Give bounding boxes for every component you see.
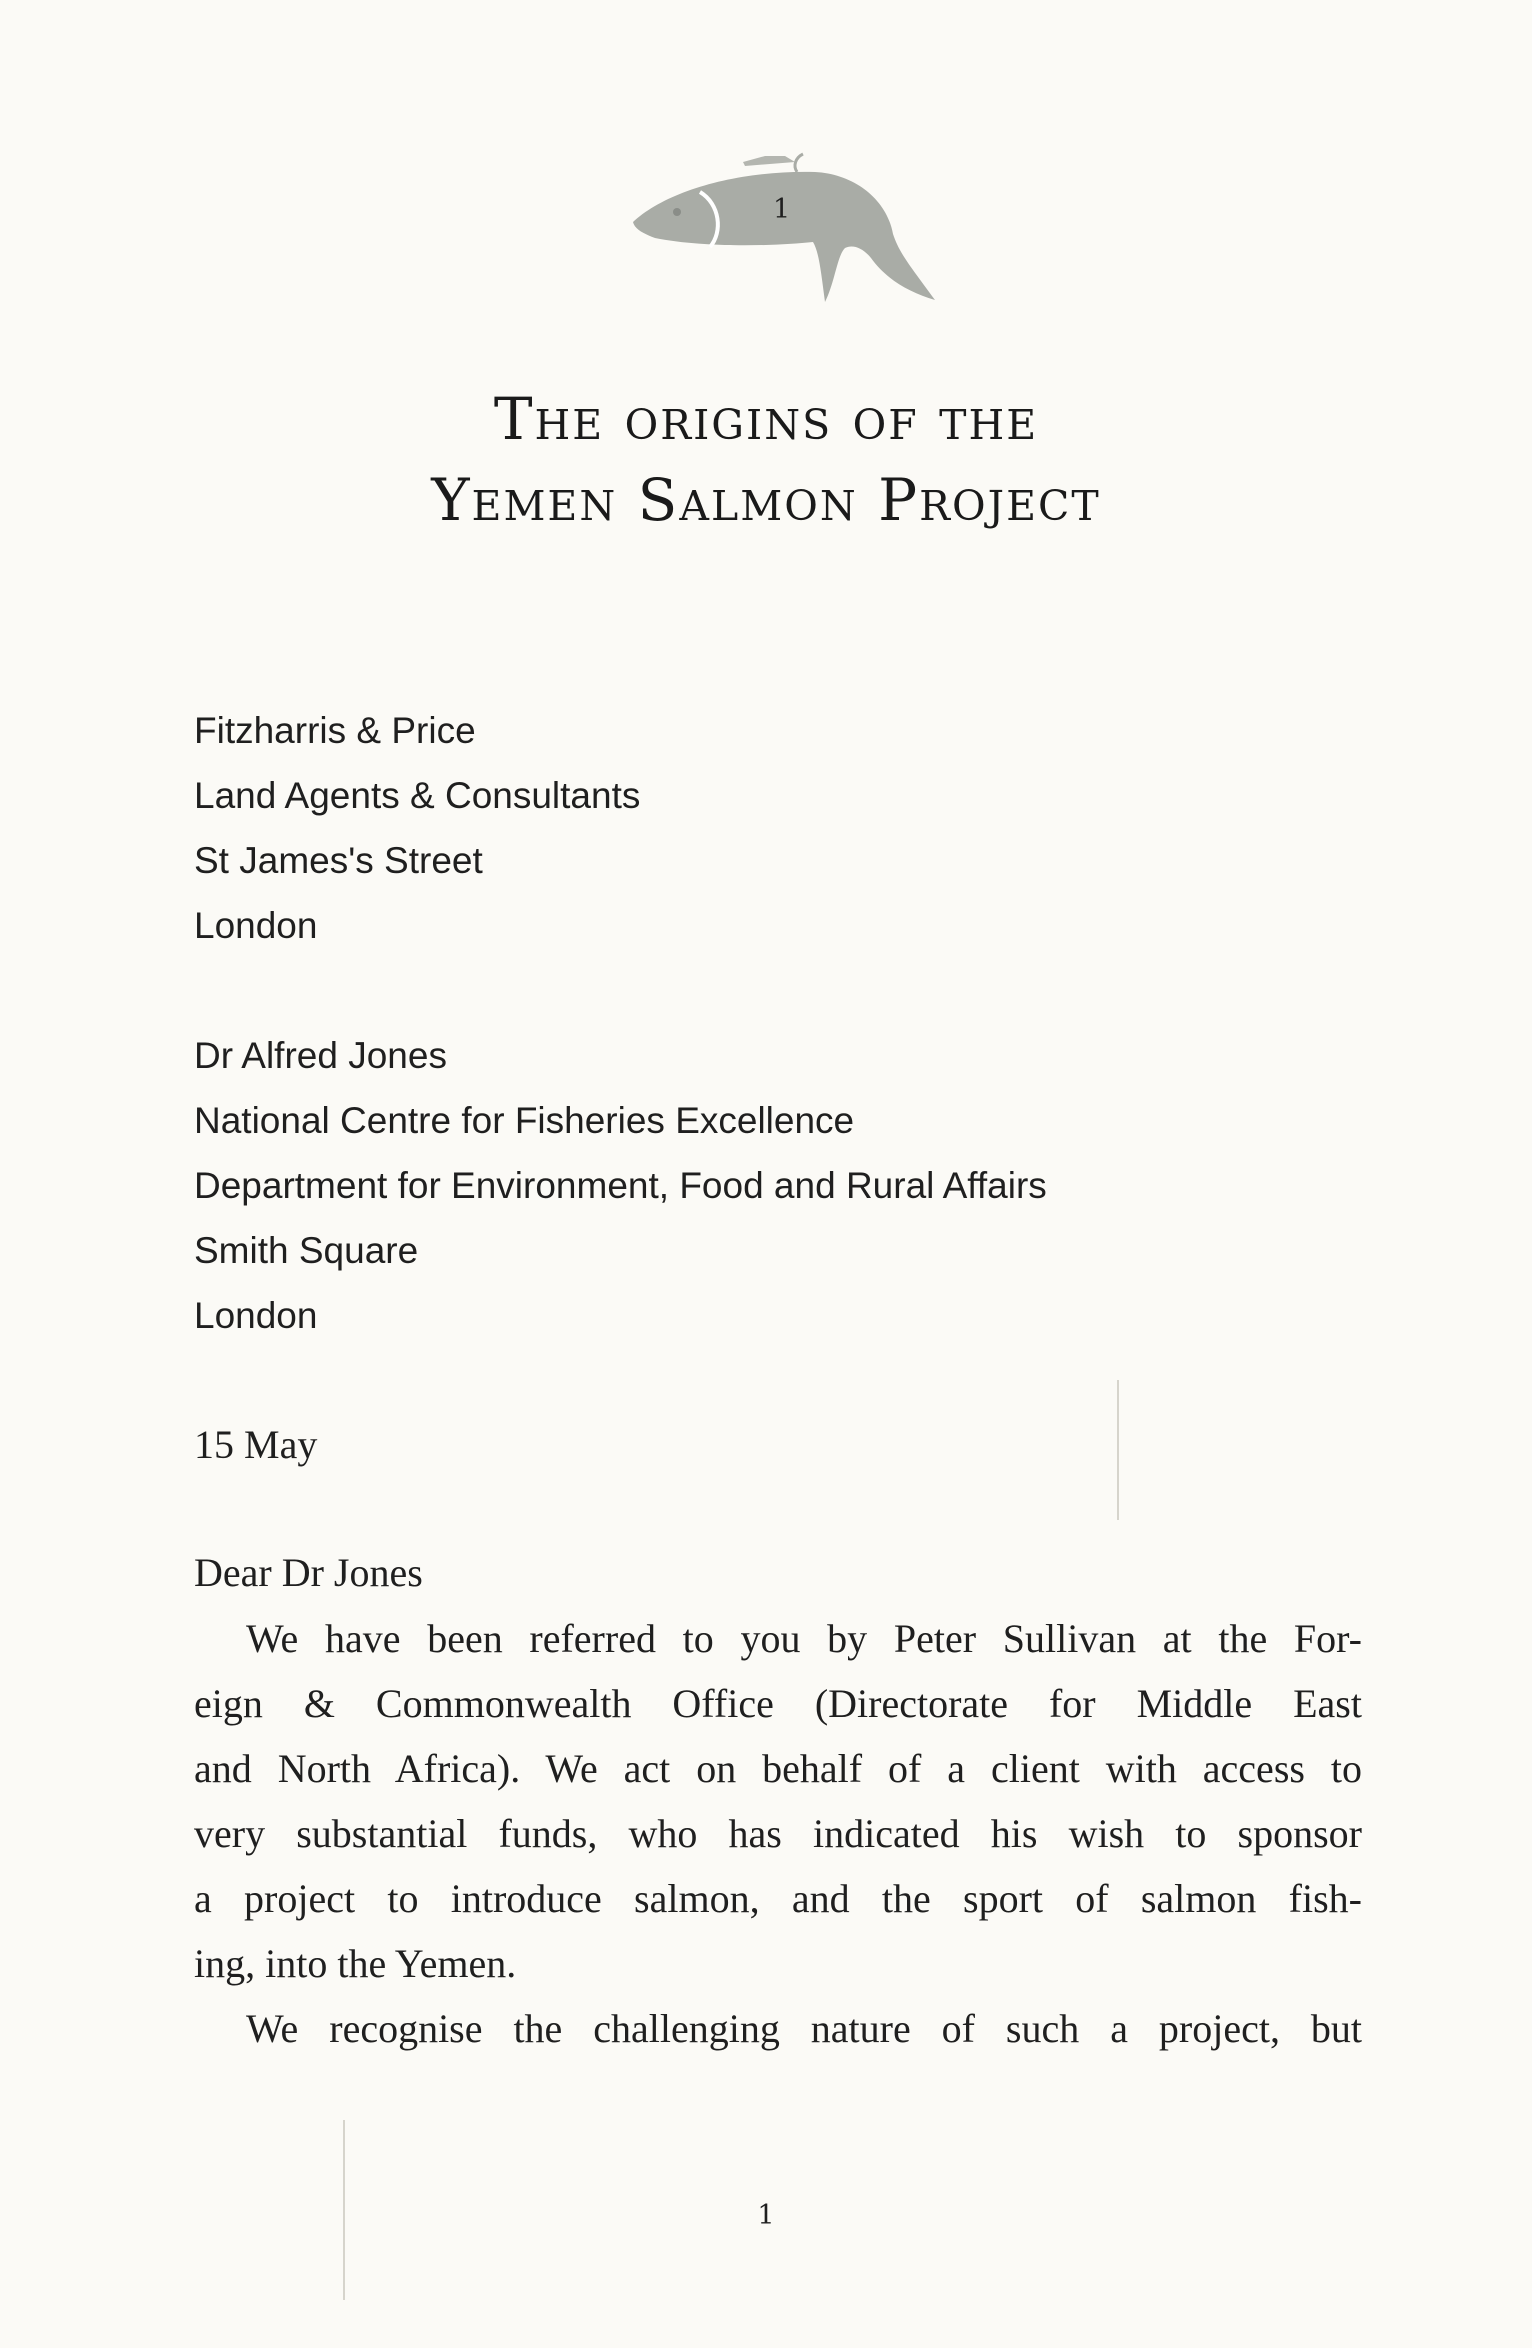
chapter-title-line-2: Yemen Salmon Project [431,466,1101,534]
recipient-line: Dr Alfred Jones [194,1035,447,1076]
recipient-line: National Centre for Fisheries Excellence [194,1100,855,1141]
body-line: We recognise the challenging nature of such a project, but [246,2006,1362,2051]
chapter-number: 1 [773,194,791,225]
sender-line: Fitzharris & Price [194,710,476,751]
sender-line: St James's Street [194,840,483,881]
body-line: We have been referred to you by Peter Sullivan at the For- [246,1616,1362,1661]
letter-body [194,1606,1362,2061]
body-line: ing, into the Yemen. [194,1941,517,1986]
salutation: Dear Dr Jones [194,1550,423,1595]
scan-line [1117,1380,1119,1520]
salmon-icon [625,152,950,352]
body-line: eign & Commonwealth Office (Directorate for Middle East [194,1681,1362,1726]
page-number: 1 [757,2200,775,2231]
chapter-title-line-1: The origins of the [493,385,1039,453]
letter-date: 15 May [194,1422,318,1467]
body-line: very substantial funds, who has indicated his wish to sponsor [194,1811,1362,1856]
chapter-emblem [625,152,950,352]
sender-line: London [194,905,318,946]
recipient-line: Department for Environment, Food and Rural Affairs [194,1165,1047,1206]
sender-line: Land Agents & Consultants [194,775,641,816]
recipient-line: Smith Square [194,1230,419,1271]
body-line: a project to introduce salmon, and the sport of salmon fish- [194,1876,1362,1921]
recipient-line: London [194,1295,318,1336]
body-line: and North Africa). We act on behalf of a client with access to [194,1746,1362,1791]
